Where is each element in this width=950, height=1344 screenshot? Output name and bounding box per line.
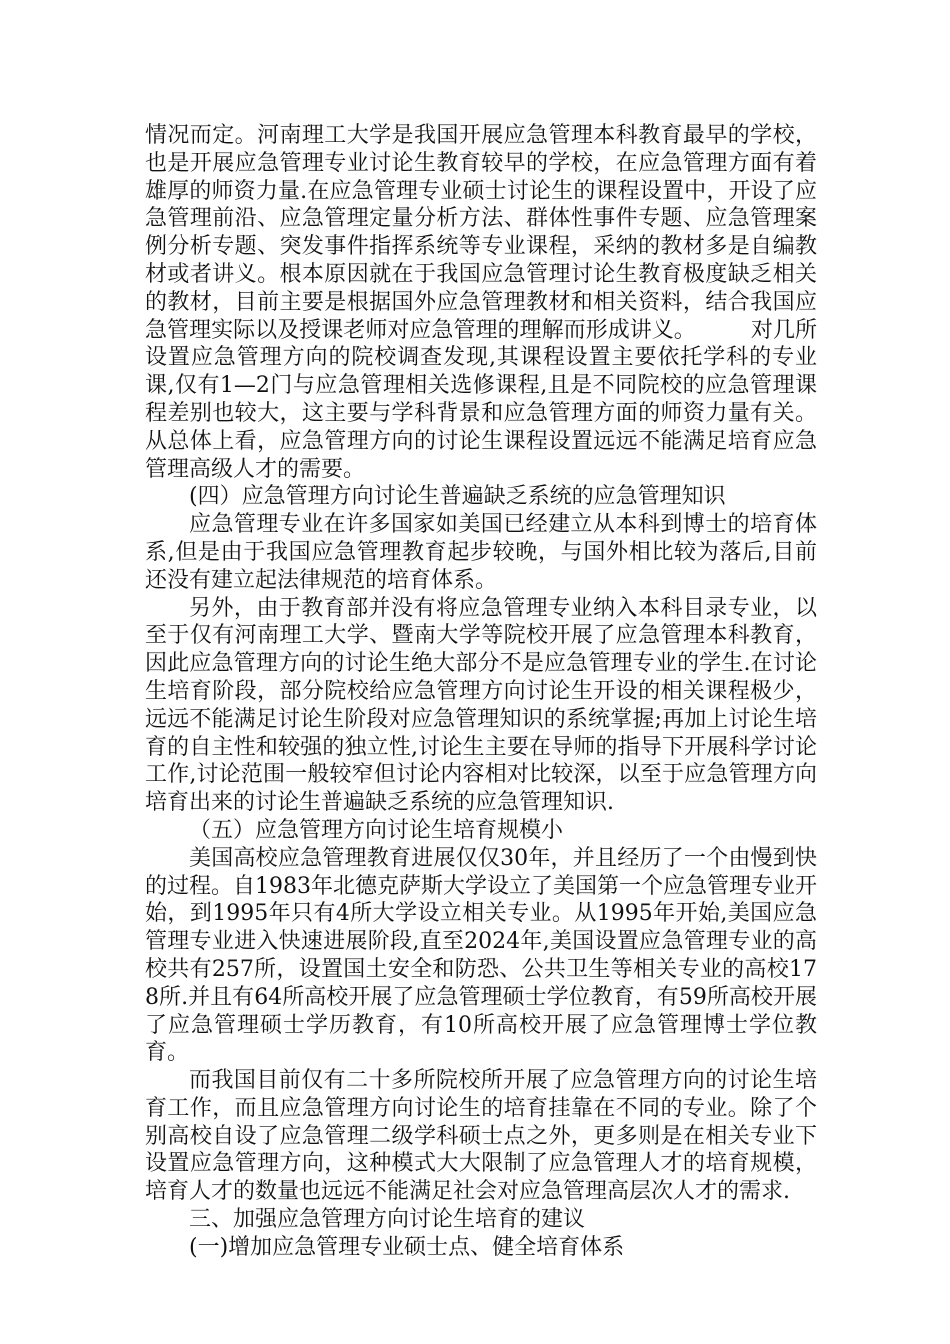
section-heading-4: (四）应急管理方向讨论生普遍缺乏系统的应急管理知识 — [189, 484, 726, 510]
chapter-heading-3: 三、加强应急管理方向讨论生培育的建议 — [189, 1207, 586, 1233]
paragraph-knowledge-gap: 另外，由于教育部并没有将应急管理专业纳入本科目录专业，以至于仅有河南理工大学、暨南大学等院校开展了应急管理本科教育，因此应急管理方向的讨论生绝大部分不是应急管理专业的学生.在讨论生培育阶段，部分院校给应急管理方向讨论生开设的相关课程极少，远远不能满足讨论生阶段对应急管理知识的系统掌握;再加上讨论生培育的自主性和较强的独立性,讨论生主要在导师的指导下开展科学讨论工作,讨论范围一般较窄但讨论内容相对比较深，以至于应急管理方向培育出来的讨论生普遍缺乏系统的应急管理知识. — [145, 595, 817, 816]
paragraph-curriculum: 情况而定。河南理工大学是我国开展应急管理本科教育最早的学校，也是开展应急管理专业讨论生教育较早的学校，在应急管理方面有着雄厚的师资力量.在应急管理专业硕士讨论生的课程设置中，开设了应急管理前沿、应急管理定量分析方法、群体性事件专题、应急管理案例分析专题、突发事件指挥系统等专业课程，采纳的教材多是自编教材或者讲义。根本原因就在于我国应急管理讨论生教育极度缺乏相关的教材，目前主要是根据国外应急管理教材和相关资料，结合我国应急管理实际以及授课老师对应急管理的理解而形成讲义。 对几所设置应急管理方向的院校调查发现,其课程设置主要依托学科的专业课,仅有1—2门与应急管理相关选修课程,且是不同院校的应急管理课程差别也较大，这主要与学科背景和应急管理方面的师资力量有关。从总体上看，应急管理方向的讨论生课程设置远远不能满足培育应急管理高级人才的需要。 — [145, 123, 817, 482]
paragraph-us-education: 美国高校应急管理教育进展仅仅30年，并且经历了一个由慢到快的过程。自1983年北德克萨斯大学设立了美国第一个应急管理专业开始，到1995年只有4所大学设立相关专业。从1995年开始,美国应急管理专业进入快速进展阶段,直至2024年,美国设置应急管理专业的高校共有257所，设置国土安全和防恐、公共卫生等相关专业的高校178所.并且有64所高校开展了应急管理硕士学位教育，有59所高校开展了应急管理硕士学历教育，有10所高校开展了应急管理博士学位教育。 — [145, 845, 817, 1066]
paragraph-china-scale: 而我国目前仅有二十多所院校所开展了应急管理方向的讨论生培育工作，而且应急管理方向讨论生的培育挂靠在不同的专业。除了个别高校自设了应急管理二级学科硕士点之外，更多则是在相关专业下设置应急管理方向，这种模式大大限制了应急管理人才的培育规模，培育人才的数量也远远不能满足社会对应急管理高层次人才的需求. — [145, 1068, 817, 1205]
section-heading-5: （五）应急管理方向讨论生培育规模小 — [189, 817, 564, 843]
document-body — [145, 122, 817, 1262]
paragraph-training-system: 应急管理专业在许多国家如美国已经建立从本科到博士的培育体系,但是由于我国应急管理教育起步较晚，与国外相比较为落后,目前还没有建立起法律规范的培育体系。 — [145, 512, 817, 593]
section-heading-3-1: (一)增加应急管理专业硕士点、健全培育体系 — [189, 1234, 625, 1260]
